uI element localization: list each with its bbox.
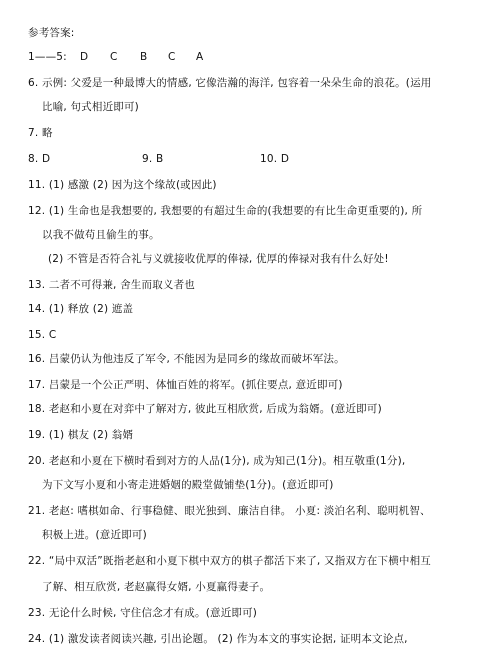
q12-line-1: 12. (1) 生命也是我想要的, 我想要的有超过生命的(我想要的有比生命更重要的), 所 [28, 205, 423, 217]
q6-line-1: 6. 示例: 父爱是一种最博大的情感, 它像浩瀚的海洋, 包容着一朵朵生命的浪花。(运用 [28, 77, 432, 89]
page-title: 参考答案: [28, 27, 75, 39]
q8-10-row [28, 152, 469, 166]
q9-answer: 9. B [142, 153, 164, 165]
q20-line-1: 20. 老赵和小夏在下横时看到对方的人品(1分), 成为知己(1分)。相互敬重(1分), [28, 455, 406, 467]
mcq-answers-row [28, 50, 469, 64]
mcq-answer-3: B [140, 51, 148, 63]
mcq-answer-1: D [80, 51, 89, 63]
mcq-range: 1——5: [28, 51, 67, 63]
q18-answer: 18. 老赵和小夏在对弈中了解对方, 彼此互相欣赏, 后成为翁婿。(意近即可) [28, 403, 382, 415]
q22-line-2: 了解、相互欣赏, 老赵赢得女婿, 小夏赢得妻子。 [42, 581, 271, 593]
q10-answer: 10. D [260, 153, 290, 165]
q19-answer: 19. (1) 棋友 (2) 翁婿 [28, 429, 134, 441]
q17-answer: 17. 吕蒙是一个公正严明、体恤百姓的将军。(抓住要点, 意近即可) [28, 379, 343, 391]
q11-answer: 11. (1) 感激 (2) 因为这个缘故(或因此) [28, 179, 217, 191]
q16-answer: 16. 吕蒙仍认为他违反了军令, 不能因为是同乡的缘故而破坏军法。 [28, 353, 345, 365]
q15-answer: 15. C [28, 329, 57, 341]
q6-line-2: 比喻, 句式相近即可) [42, 101, 139, 113]
q8-answer: 8. D [28, 153, 51, 165]
q20-line-2: 为下文写小夏和小寄走进婚姻的殿堂做铺垫(1分)。(意近即可) [42, 479, 334, 491]
q13-answer: 13. 二者不可得兼, 舍生而取义者也 [28, 279, 196, 291]
q21-line-1: 21. 老赵: 嗜棋如命、行事稳健、眼光独到、廉洁自律。 小夏: 淡泊名利、聪明机智、 [28, 505, 431, 517]
q23-answer: 23. 无论什么时候, 守住信念才有成。(意近即可) [28, 607, 258, 619]
mcq-answer-5: A [196, 51, 204, 63]
q21-line-2: 积极上进。(意近即可) [42, 529, 147, 541]
mcq-answer-4: C [168, 51, 176, 63]
q12-line-2: 以我不做苟且偷生的事。 [42, 229, 160, 241]
q12-line-3: (2) 不管是否符合礼与义就接收优厚的俸禄, 优厚的俸禄对我有什么好处! [48, 253, 389, 265]
q7-answer: 7. 略 [28, 127, 53, 139]
mcq-answer-2: C [110, 51, 118, 63]
q14-answer: 14. (1) 释放 (2) 遮盖 [28, 303, 134, 315]
q22-line-1: 22. “局中双活”既指老赵和小夏下棋中双方的棋子都活下来了, 又指双方在下横中相互 [28, 555, 431, 567]
q24-line-1: 24. (1) 激发读者阅读兴趣, 引出论题。 (2) 作为本文的事实论据, 证明本文论点, [28, 633, 408, 645]
